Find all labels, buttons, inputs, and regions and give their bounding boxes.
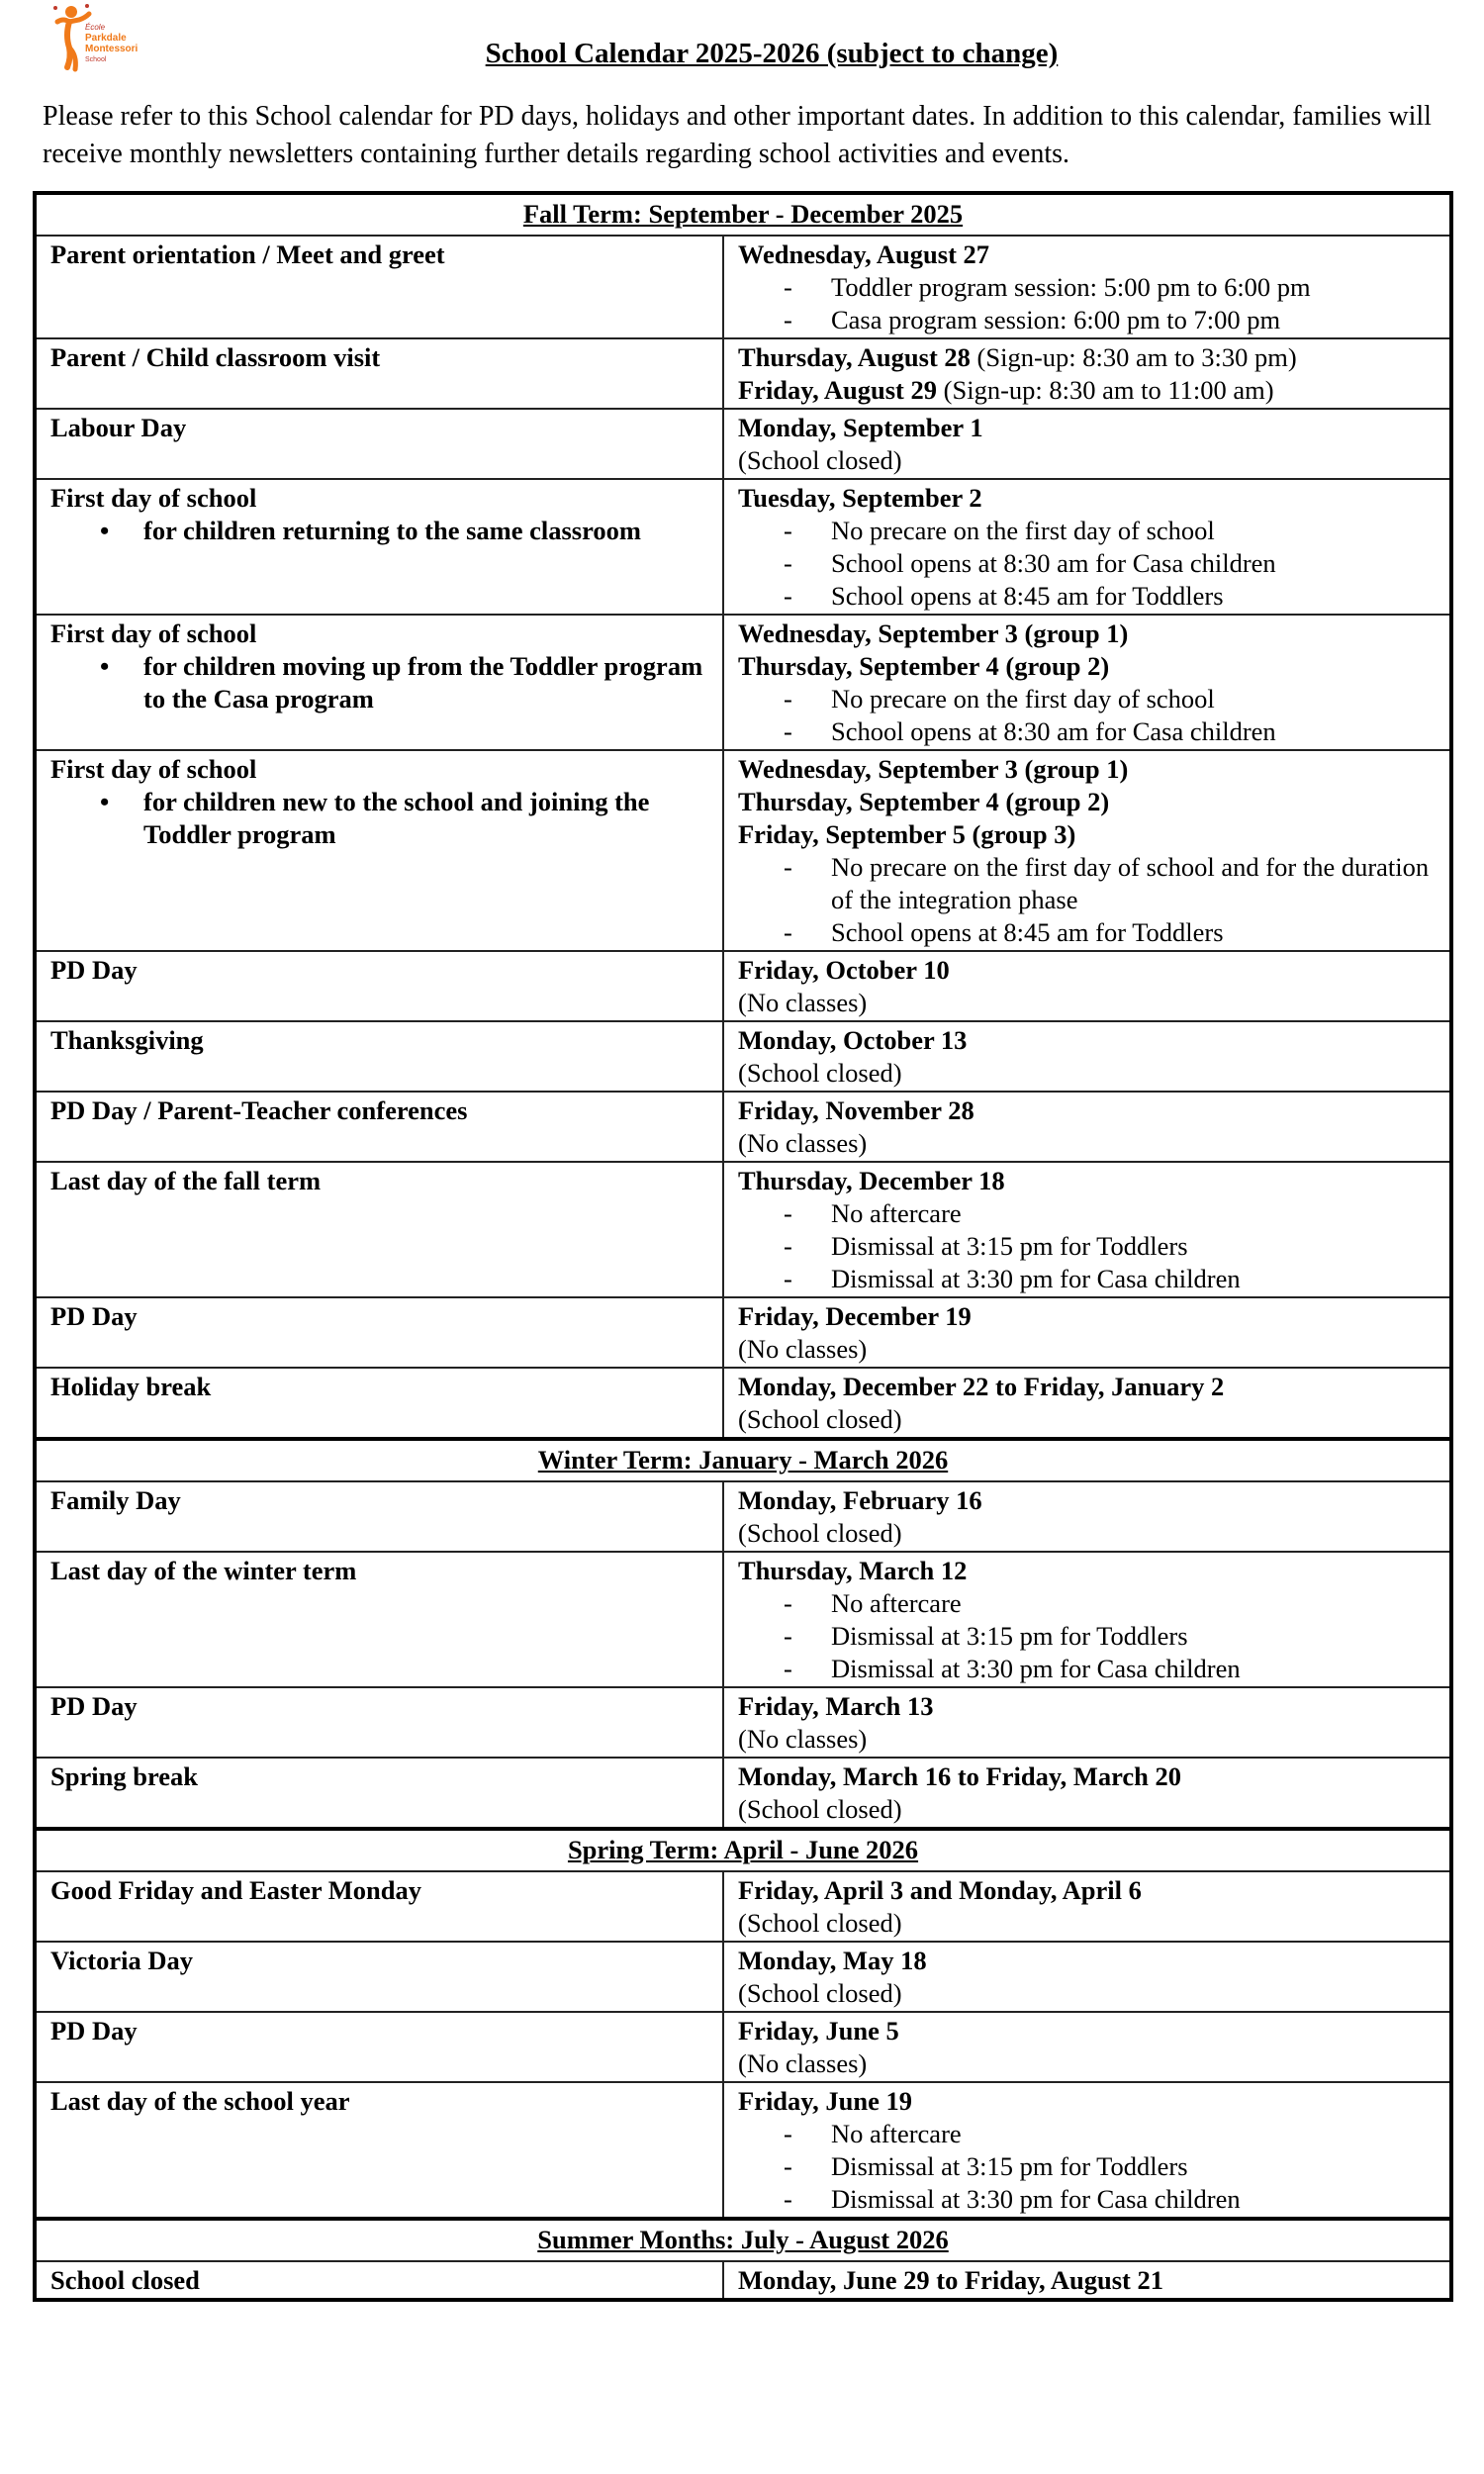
event-date-line — [738, 818, 1436, 851]
logo-line: École — [85, 23, 106, 32]
event-cell — [35, 1871, 723, 1942]
event-date: Friday, August 29 — [738, 375, 938, 405]
event-name: Thanksgiving — [50, 1025, 204, 1055]
event-date: Friday, June 19 — [738, 2086, 912, 2116]
event-note: (School closed) — [738, 1404, 902, 1434]
event-row — [35, 615, 1451, 750]
event-detail: - School opens at 8:45 am for Toddlers — [784, 916, 1436, 949]
event-date: Monday, March 16 to Friday, March 20 — [738, 1761, 1182, 1791]
date-cell — [723, 1552, 1451, 1687]
logo-line: Parkdale — [85, 33, 127, 44]
event-note: (No classes) — [738, 1334, 868, 1364]
date-cell — [723, 951, 1451, 1021]
term-heading-row — [35, 1439, 1451, 1481]
term-heading: Summer Months: July - August 2026 — [35, 2219, 1451, 2261]
event-audience-list — [50, 786, 708, 851]
event-name: PD Day — [50, 1691, 138, 1721]
event-details-list — [738, 271, 1436, 336]
event-date-line — [738, 786, 1436, 818]
term-heading-row — [35, 2219, 1451, 2261]
event-row — [35, 1297, 1451, 1368]
event-name: Parent orientation / Meet and greet — [50, 239, 445, 269]
event-row — [35, 1162, 1451, 1297]
event-detail: - Toddler program session: 5:00 pm to 6:00 pm — [784, 271, 1436, 304]
event-cell — [35, 2261, 723, 2300]
date-cell — [723, 479, 1451, 615]
event-detail: - Dismissal at 3:15 pm for Toddlers — [784, 1230, 1436, 1263]
date-cell — [723, 2082, 1451, 2219]
event-cell — [35, 750, 723, 951]
event-note: (School closed) — [738, 1058, 902, 1088]
event-date-line — [738, 2015, 1436, 2047]
event-cell — [35, 1481, 723, 1552]
event-date: Friday, April 3 and Monday, April 6 — [738, 1875, 1142, 1905]
event-note: (School closed) — [738, 1978, 902, 2008]
date-cell — [723, 1162, 1451, 1297]
event-detail: - No aftercare — [784, 2118, 1436, 2150]
event-note: (No classes) — [738, 2048, 868, 2078]
date-cell — [723, 1758, 1451, 1829]
page-title: School Calendar 2025-2026 (subject to change) — [485, 38, 1059, 69]
event-name: Labour Day — [50, 413, 187, 442]
event-row — [35, 479, 1451, 615]
event-row — [35, 338, 1451, 409]
date-cell — [723, 1687, 1451, 1758]
date-cell — [723, 409, 1451, 479]
event-note: (No classes) — [738, 988, 868, 1017]
date-cell — [723, 750, 1451, 951]
event-audience: • for children moving up from the Toddler program to the Casa program — [100, 650, 708, 715]
event-detail: - Casa program session: 6:00 pm to 7:00 pm — [784, 304, 1436, 336]
event-date-detail: (Sign-up: 8:30 am to 11:00 am) — [937, 375, 1274, 405]
event-name: PD Day — [50, 955, 138, 985]
event-detail: - School opens at 8:30 am for Casa children — [784, 715, 1436, 748]
event-details-list — [738, 1587, 1436, 1685]
term-heading-row — [35, 193, 1451, 236]
event-date: Thursday, September 4 (group 2) — [738, 651, 1110, 681]
event-detail: - No aftercare — [784, 1587, 1436, 1620]
term-heading-row — [35, 1829, 1451, 1871]
event-date: Tuesday, September 2 — [738, 483, 982, 513]
event-detail: - Dismissal at 3:15 pm for Toddlers — [784, 2150, 1436, 2183]
event-note: (School closed) — [738, 1518, 902, 1548]
event-cell — [35, 338, 723, 409]
event-cell — [35, 2082, 723, 2219]
event-cell — [35, 1552, 723, 1687]
event-row — [35, 1552, 1451, 1687]
event-cell — [35, 409, 723, 479]
date-cell — [723, 1481, 1451, 1552]
event-date: Friday, March 13 — [738, 1691, 934, 1721]
event-name: Good Friday and Easter Monday — [50, 1875, 421, 1905]
event-name: Holiday break — [50, 1372, 212, 1401]
event-date-line — [738, 1874, 1436, 1907]
event-cell — [35, 2012, 723, 2082]
event-detail: - School opens at 8:30 am for Casa children — [784, 547, 1436, 580]
event-cell — [35, 951, 723, 1021]
event-date: Wednesday, September 3 (group 1) — [738, 754, 1129, 784]
event-date-line — [738, 482, 1436, 515]
event-detail: - No aftercare — [784, 1197, 1436, 1230]
event-date: Monday, December 22 to Friday, January 2 — [738, 1372, 1225, 1401]
event-date-line — [738, 1024, 1436, 1057]
event-cell — [35, 1092, 723, 1162]
event-row — [35, 1942, 1451, 2012]
event-date: Wednesday, September 3 (group 1) — [738, 618, 1129, 648]
event-name: Victoria Day — [50, 1946, 193, 1975]
date-cell — [723, 1942, 1451, 2012]
event-date: Friday, October 10 — [738, 955, 950, 985]
event-name: School closed — [50, 2265, 200, 2295]
event-cell — [35, 1368, 723, 1439]
calendar-body — [35, 193, 1451, 2300]
event-date-line — [738, 238, 1436, 271]
event-detail: - No precare on the first day of school — [784, 683, 1436, 715]
date-cell — [723, 338, 1451, 409]
event-date-line — [738, 374, 1436, 407]
term-heading: Spring Term: April - June 2026 — [35, 1829, 1451, 1871]
event-cell — [35, 236, 723, 338]
event-cell — [35, 1297, 723, 1368]
event-cell — [35, 615, 723, 750]
event-note: (No classes) — [738, 1724, 868, 1754]
event-note: (School closed) — [738, 1794, 902, 1824]
event-cell — [35, 1758, 723, 1829]
event-row — [35, 2082, 1451, 2219]
event-row — [35, 236, 1451, 338]
event-date: Monday, May 18 — [738, 1946, 927, 1975]
event-date-line — [738, 1945, 1436, 1977]
event-row — [35, 1687, 1451, 1758]
event-date-line — [738, 753, 1436, 786]
event-details-list — [738, 851, 1436, 949]
event-row — [35, 750, 1451, 951]
event-detail: - Dismissal at 3:30 pm for Casa children — [784, 1653, 1436, 1685]
event-name: Family Day — [50, 1485, 181, 1515]
event-date-line — [738, 1760, 1436, 1793]
event-date: Friday, June 5 — [738, 2016, 899, 2046]
date-cell — [723, 2261, 1451, 2300]
event-name: Last day of the fall term — [50, 1166, 322, 1195]
event-date-line — [738, 618, 1436, 650]
event-date: Friday, December 19 — [738, 1301, 972, 1331]
event-row — [35, 409, 1451, 479]
event-row — [35, 2261, 1451, 2300]
event-date: Wednesday, August 27 — [738, 239, 990, 269]
event-row — [35, 2012, 1451, 2082]
event-date-line — [738, 2085, 1436, 2118]
event-row — [35, 1092, 1451, 1162]
logo-line: Montessori — [85, 44, 139, 54]
intro-paragraph: Please refer to this School calendar for PD days, holidays and other important dates. In addition to this calendar, families will receive monthly newsletters containing further details regarding school activities and events. — [43, 101, 1432, 169]
event-name: PD Day / Parent-Teacher conferences — [50, 1095, 468, 1125]
event-date: Thursday, August 28 — [738, 342, 971, 372]
event-date-line — [738, 954, 1436, 987]
calendar-table — [33, 191, 1453, 2302]
event-date-line — [738, 1484, 1436, 1517]
event-audience-list — [50, 650, 708, 715]
event-audience: • for children new to the school and joining the Toddler program — [100, 786, 708, 851]
event-details-list — [738, 2118, 1436, 2216]
event-date: Monday, June 29 to Friday, August 21 — [738, 2265, 1163, 2295]
event-name: First day of school — [50, 618, 257, 648]
date-cell — [723, 1368, 1451, 1439]
event-date-line — [738, 1555, 1436, 1587]
term-heading: Fall Term: September - December 2025 — [35, 193, 1451, 236]
event-row — [35, 1871, 1451, 1942]
event-cell — [35, 1687, 723, 1758]
event-date-detail: (Sign-up: 8:30 am to 3:30 pm) — [970, 342, 1297, 372]
event-date-line — [738, 1371, 1436, 1403]
event-name: Last day of the school year — [50, 2086, 350, 2116]
event-name: PD Day — [50, 1301, 138, 1331]
event-name: First day of school — [50, 483, 257, 513]
logo-line: School — [85, 56, 107, 63]
event-date: Monday, October 13 — [738, 1025, 968, 1055]
date-cell — [723, 1871, 1451, 1942]
event-cell — [35, 1021, 723, 1092]
event-row — [35, 1758, 1451, 1829]
date-cell — [723, 1297, 1451, 1368]
event-detail: - School opens at 8:45 am for Toddlers — [784, 580, 1436, 613]
event-name: Last day of the winter term — [50, 1556, 357, 1585]
event-date: Monday, February 16 — [738, 1485, 982, 1515]
event-date-line — [738, 2264, 1436, 2297]
event-name: Spring break — [50, 1761, 198, 1791]
event-details-list — [738, 515, 1436, 613]
event-date: Friday, November 28 — [738, 1095, 974, 1125]
event-audience: • for children returning to the same classroom — [100, 515, 708, 547]
date-cell — [723, 236, 1451, 338]
event-date-line — [738, 1300, 1436, 1333]
date-cell — [723, 2012, 1451, 2082]
event-date: Thursday, March 12 — [738, 1556, 968, 1585]
event-detail: - No precare on the first day of school — [784, 515, 1436, 547]
event-date-line — [738, 650, 1436, 683]
event-detail: - No precare on the first day of school and for the duration of the integration phase — [784, 851, 1436, 916]
event-date-line — [738, 1165, 1436, 1197]
term-heading: Winter Term: January - March 2026 — [35, 1439, 1451, 1481]
event-note: (No classes) — [738, 1128, 868, 1158]
event-details-list — [738, 683, 1436, 748]
event-row — [35, 1021, 1451, 1092]
event-row — [35, 1368, 1451, 1439]
date-cell — [723, 1021, 1451, 1092]
event-details-list — [738, 1197, 1436, 1295]
event-note: (School closed) — [738, 445, 902, 475]
event-date: Thursday, September 4 (group 2) — [738, 787, 1110, 816]
event-name: First day of school — [50, 754, 257, 784]
event-date: Monday, September 1 — [738, 413, 983, 442]
event-cell — [35, 1942, 723, 2012]
event-date-line — [738, 1094, 1436, 1127]
event-date-line — [738, 1690, 1436, 1723]
event-note: (School closed) — [738, 1908, 902, 1938]
event-cell — [35, 1162, 723, 1297]
event-cell — [35, 479, 723, 615]
date-cell — [723, 615, 1451, 750]
event-detail: - Dismissal at 3:30 pm for Casa children — [784, 1263, 1436, 1295]
event-detail: - Dismissal at 3:30 pm for Casa children — [784, 2183, 1436, 2216]
event-date: Friday, September 5 (group 3) — [738, 819, 1076, 849]
event-name: Parent / Child classroom visit — [50, 342, 381, 372]
event-detail: - Dismissal at 3:15 pm for Toddlers — [784, 1620, 1436, 1653]
event-date-line — [738, 341, 1436, 374]
event-row — [35, 951, 1451, 1021]
event-row — [35, 1481, 1451, 1552]
event-name: PD Day — [50, 2016, 138, 2046]
event-audience-list — [50, 515, 708, 547]
event-date-line — [738, 412, 1436, 444]
event-date: Thursday, December 18 — [738, 1166, 1005, 1195]
date-cell — [723, 1092, 1451, 1162]
